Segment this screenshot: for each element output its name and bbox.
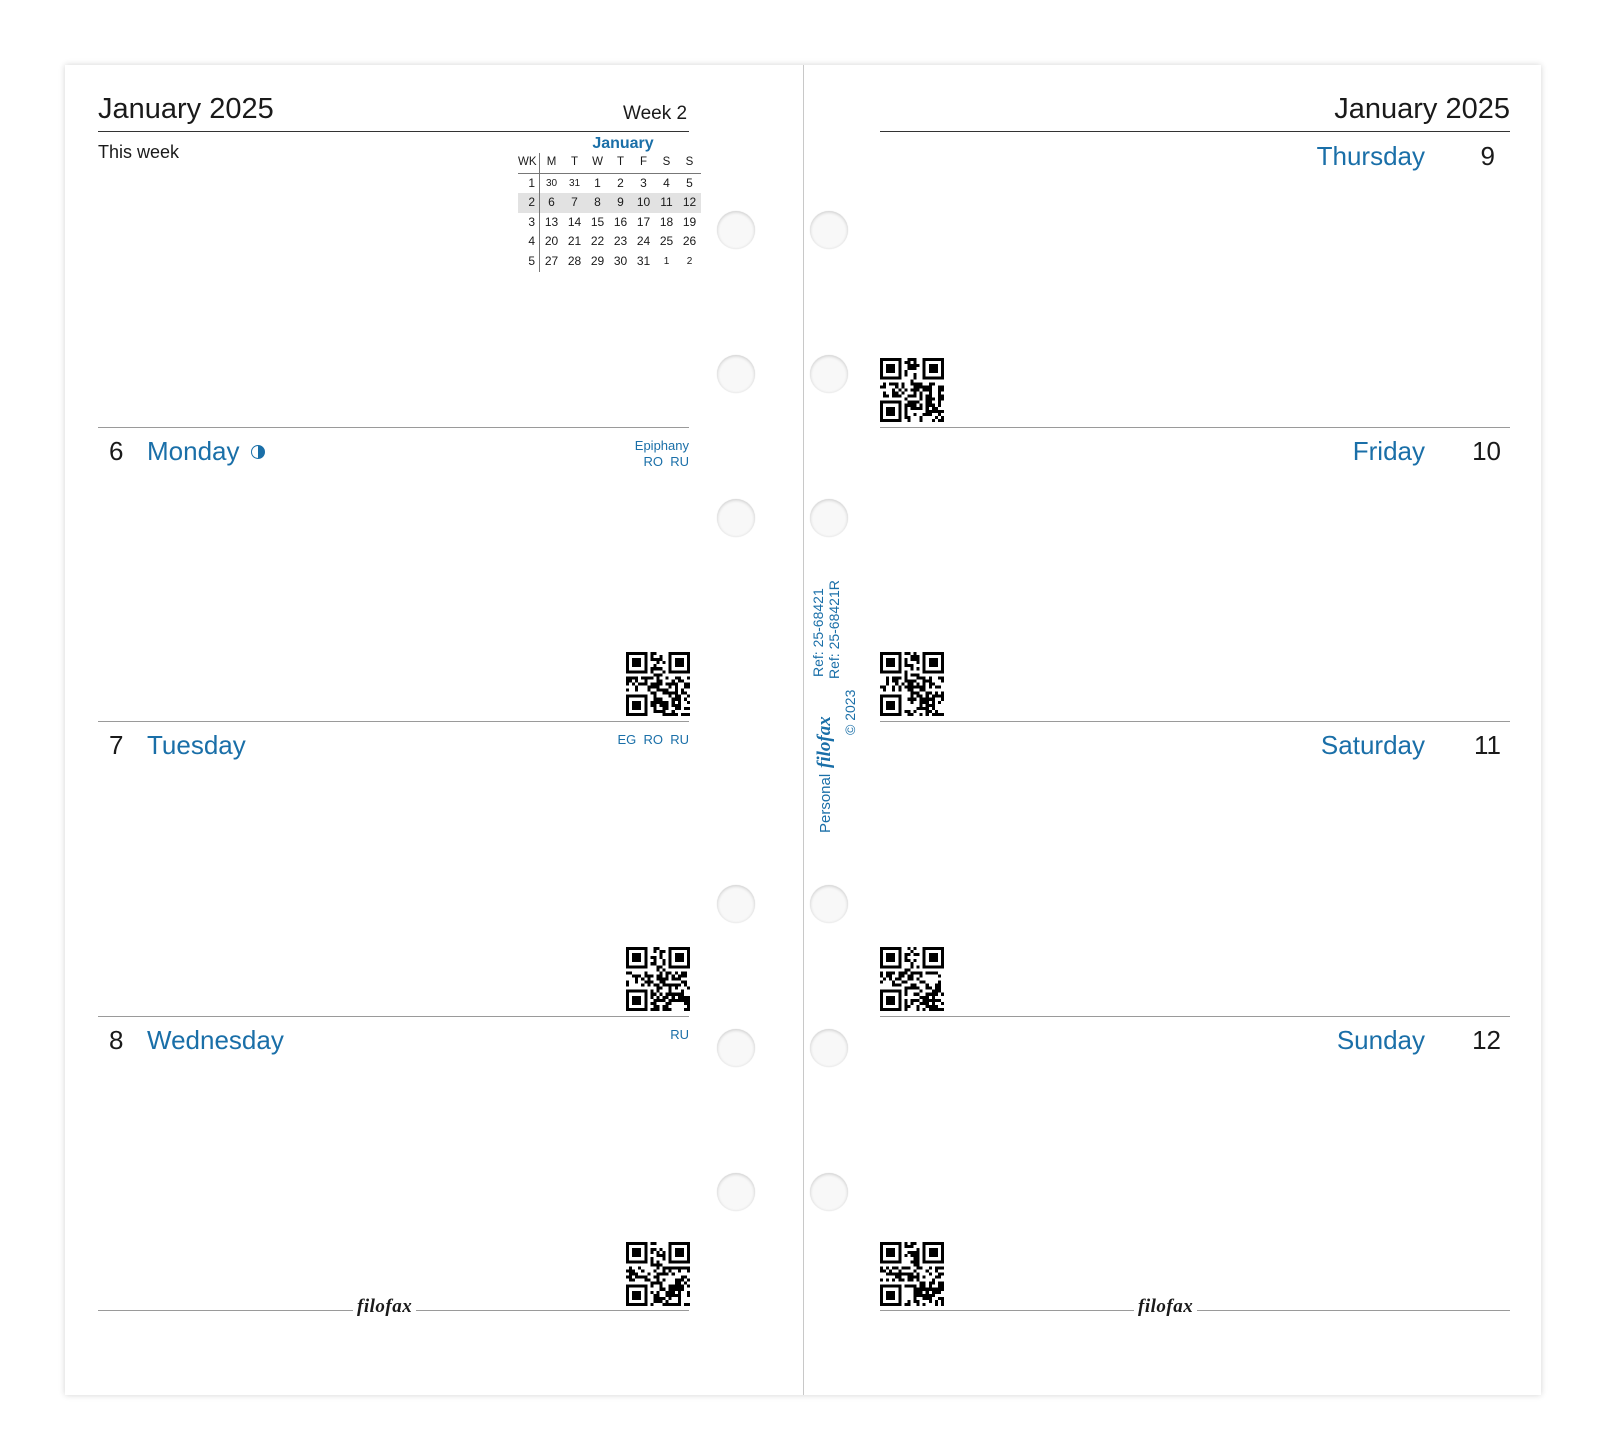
section-rule	[880, 1016, 1510, 1017]
mini-calendar-week-number: 4	[518, 232, 540, 252]
mini-calendar-day: 23	[613, 234, 628, 249]
right-page	[804, 65, 1541, 1395]
holiday-codes-tuesday: EG RO RU	[617, 732, 689, 747]
qr-code-icon	[880, 358, 944, 422]
left-page	[65, 65, 803, 1395]
mini-calendar-week-number: 1	[518, 174, 540, 194]
mini-calendar-day: 7	[563, 193, 586, 213]
filofax-logo: filofax	[353, 1296, 416, 1318]
holiday-name-monday: Epiphany	[634, 438, 689, 453]
mini-calendar-header: M	[540, 153, 563, 174]
right-page-title: January 2025	[1334, 93, 1510, 125]
mini-calendar-grid	[518, 153, 706, 272]
mini-calendar-day: 18	[659, 214, 674, 229]
holiday-codes-wednesday: RU	[670, 1027, 689, 1042]
mini-calendar-week-number: 3	[518, 213, 540, 233]
this-week-label: This week	[98, 142, 180, 162]
punch-hole	[717, 1029, 755, 1067]
mini-calendar-header: S	[655, 153, 678, 174]
day-number-saturday: 11	[1474, 730, 1501, 760]
filofax-logo: filofax	[1134, 1296, 1197, 1318]
mini-calendar-day: 24	[636, 234, 651, 249]
mini-calendar-day: 28	[567, 253, 582, 268]
mini-calendar-day: 4	[663, 175, 670, 190]
spine-filofax-logo: filofax	[814, 716, 835, 768]
day-name-friday: Friday	[1352, 436, 1425, 466]
week-number: Week 2	[623, 103, 688, 124]
day-name-wednesday: Wednesday	[147, 1025, 284, 1055]
mini-calendar-day: 27	[544, 253, 559, 268]
spine-ref-2: Ref: 25-68421R	[826, 580, 842, 679]
mini-calendar-week-number: 5	[518, 252, 540, 272]
mini-calendar-day: 15	[590, 214, 605, 229]
punch-hole	[717, 211, 755, 249]
mini-calendar-day: 6	[540, 193, 563, 213]
mini-calendar-day: 30	[545, 177, 558, 189]
section-rule	[98, 721, 689, 722]
qr-code-icon	[626, 652, 690, 716]
title-rule	[98, 131, 689, 132]
day-name-thursday: Thursday	[1316, 141, 1425, 171]
mini-calendar-day: 12	[678, 193, 701, 213]
day-number-tuesday: 7	[109, 730, 124, 760]
mini-calendar-day: 13	[544, 214, 559, 229]
mini-calendar-header: W	[586, 153, 609, 174]
mini-calendar-day: 30	[613, 253, 628, 268]
punch-hole	[717, 1173, 755, 1211]
mini-calendar-day: 21	[567, 234, 582, 249]
mini-calendar-day: 22	[590, 234, 605, 249]
punch-hole	[810, 499, 848, 537]
mini-calendar-day: 29	[590, 253, 605, 268]
spine-ref-1: Ref: 25-68421	[810, 588, 826, 677]
mini-calendar-day: 25	[659, 234, 674, 249]
day-name-monday: Monday	[147, 436, 240, 466]
holiday-codes-monday: RO RU	[643, 454, 689, 469]
mini-calendar-day: 19	[682, 214, 697, 229]
day-name-saturday: Saturday	[1320, 730, 1425, 760]
qr-code-icon	[880, 1242, 944, 1306]
punch-hole	[717, 499, 755, 537]
section-rule	[98, 1016, 689, 1017]
spine-copyright: © 2023	[842, 689, 858, 735]
day-name-sunday: Sunday	[1336, 1025, 1425, 1055]
qr-code-icon	[626, 1242, 690, 1306]
mini-calendar-week-number: 2	[518, 193, 540, 213]
mini-calendar-day: 11	[655, 193, 678, 213]
left-page-title: January 2025	[98, 93, 274, 125]
mini-calendar-day: 1	[663, 255, 670, 267]
mini-calendar-day: 26	[682, 234, 697, 249]
mini-calendar-day: 10	[632, 193, 655, 213]
day-number-friday: 10	[1472, 436, 1501, 466]
day-number-thursday: 9	[1480, 141, 1495, 171]
mini-calendar-header: WK	[518, 153, 540, 174]
day-number-wednesday: 8	[109, 1025, 124, 1055]
mini-calendar-day: 5	[686, 175, 693, 190]
mini-calendar-day: 1	[594, 175, 601, 190]
mini-calendar-day: 31	[636, 253, 651, 268]
spine-size-label: Personal	[817, 773, 834, 833]
section-rule	[98, 427, 689, 428]
mini-calendar-day: 17	[636, 214, 651, 229]
diary-spread	[65, 65, 1541, 1395]
first-quarter-moon-icon	[251, 445, 265, 459]
mini-calendar-day: 2	[617, 175, 624, 190]
mini-calendar-day: 14	[567, 214, 582, 229]
title-rule	[880, 131, 1510, 132]
mini-calendar-header: S	[678, 153, 701, 174]
mini-calendar-header: T	[609, 153, 632, 174]
day-number-monday: 6	[109, 436, 124, 466]
mini-calendar-day: 16	[613, 214, 628, 229]
punch-hole	[717, 355, 755, 393]
mini-calendar	[518, 135, 706, 272]
mini-calendar-day: 20	[544, 234, 559, 249]
mini-calendar-day: 8	[586, 193, 609, 213]
punch-hole	[810, 1173, 848, 1211]
day-number-sunday: 12	[1472, 1025, 1501, 1055]
qr-code-icon	[880, 652, 944, 716]
mini-calendar-day: 31	[568, 177, 581, 189]
punch-hole	[717, 885, 755, 923]
mini-calendar-day: 9	[609, 193, 632, 213]
qr-code-icon	[880, 947, 944, 1011]
qr-code-icon	[626, 947, 690, 1011]
punch-hole	[810, 885, 848, 923]
section-rule	[880, 427, 1510, 428]
section-rule	[880, 721, 1510, 722]
mini-calendar-day: 2	[686, 255, 693, 267]
mini-calendar-header: T	[563, 153, 586, 174]
punch-hole	[810, 1029, 848, 1067]
mini-calendar-month: January	[592, 135, 654, 152]
mini-calendar-day: 3	[640, 175, 647, 190]
punch-hole	[810, 355, 848, 393]
mini-calendar-header: F	[632, 153, 655, 174]
day-name-tuesday: Tuesday	[147, 730, 246, 760]
punch-hole	[810, 211, 848, 249]
